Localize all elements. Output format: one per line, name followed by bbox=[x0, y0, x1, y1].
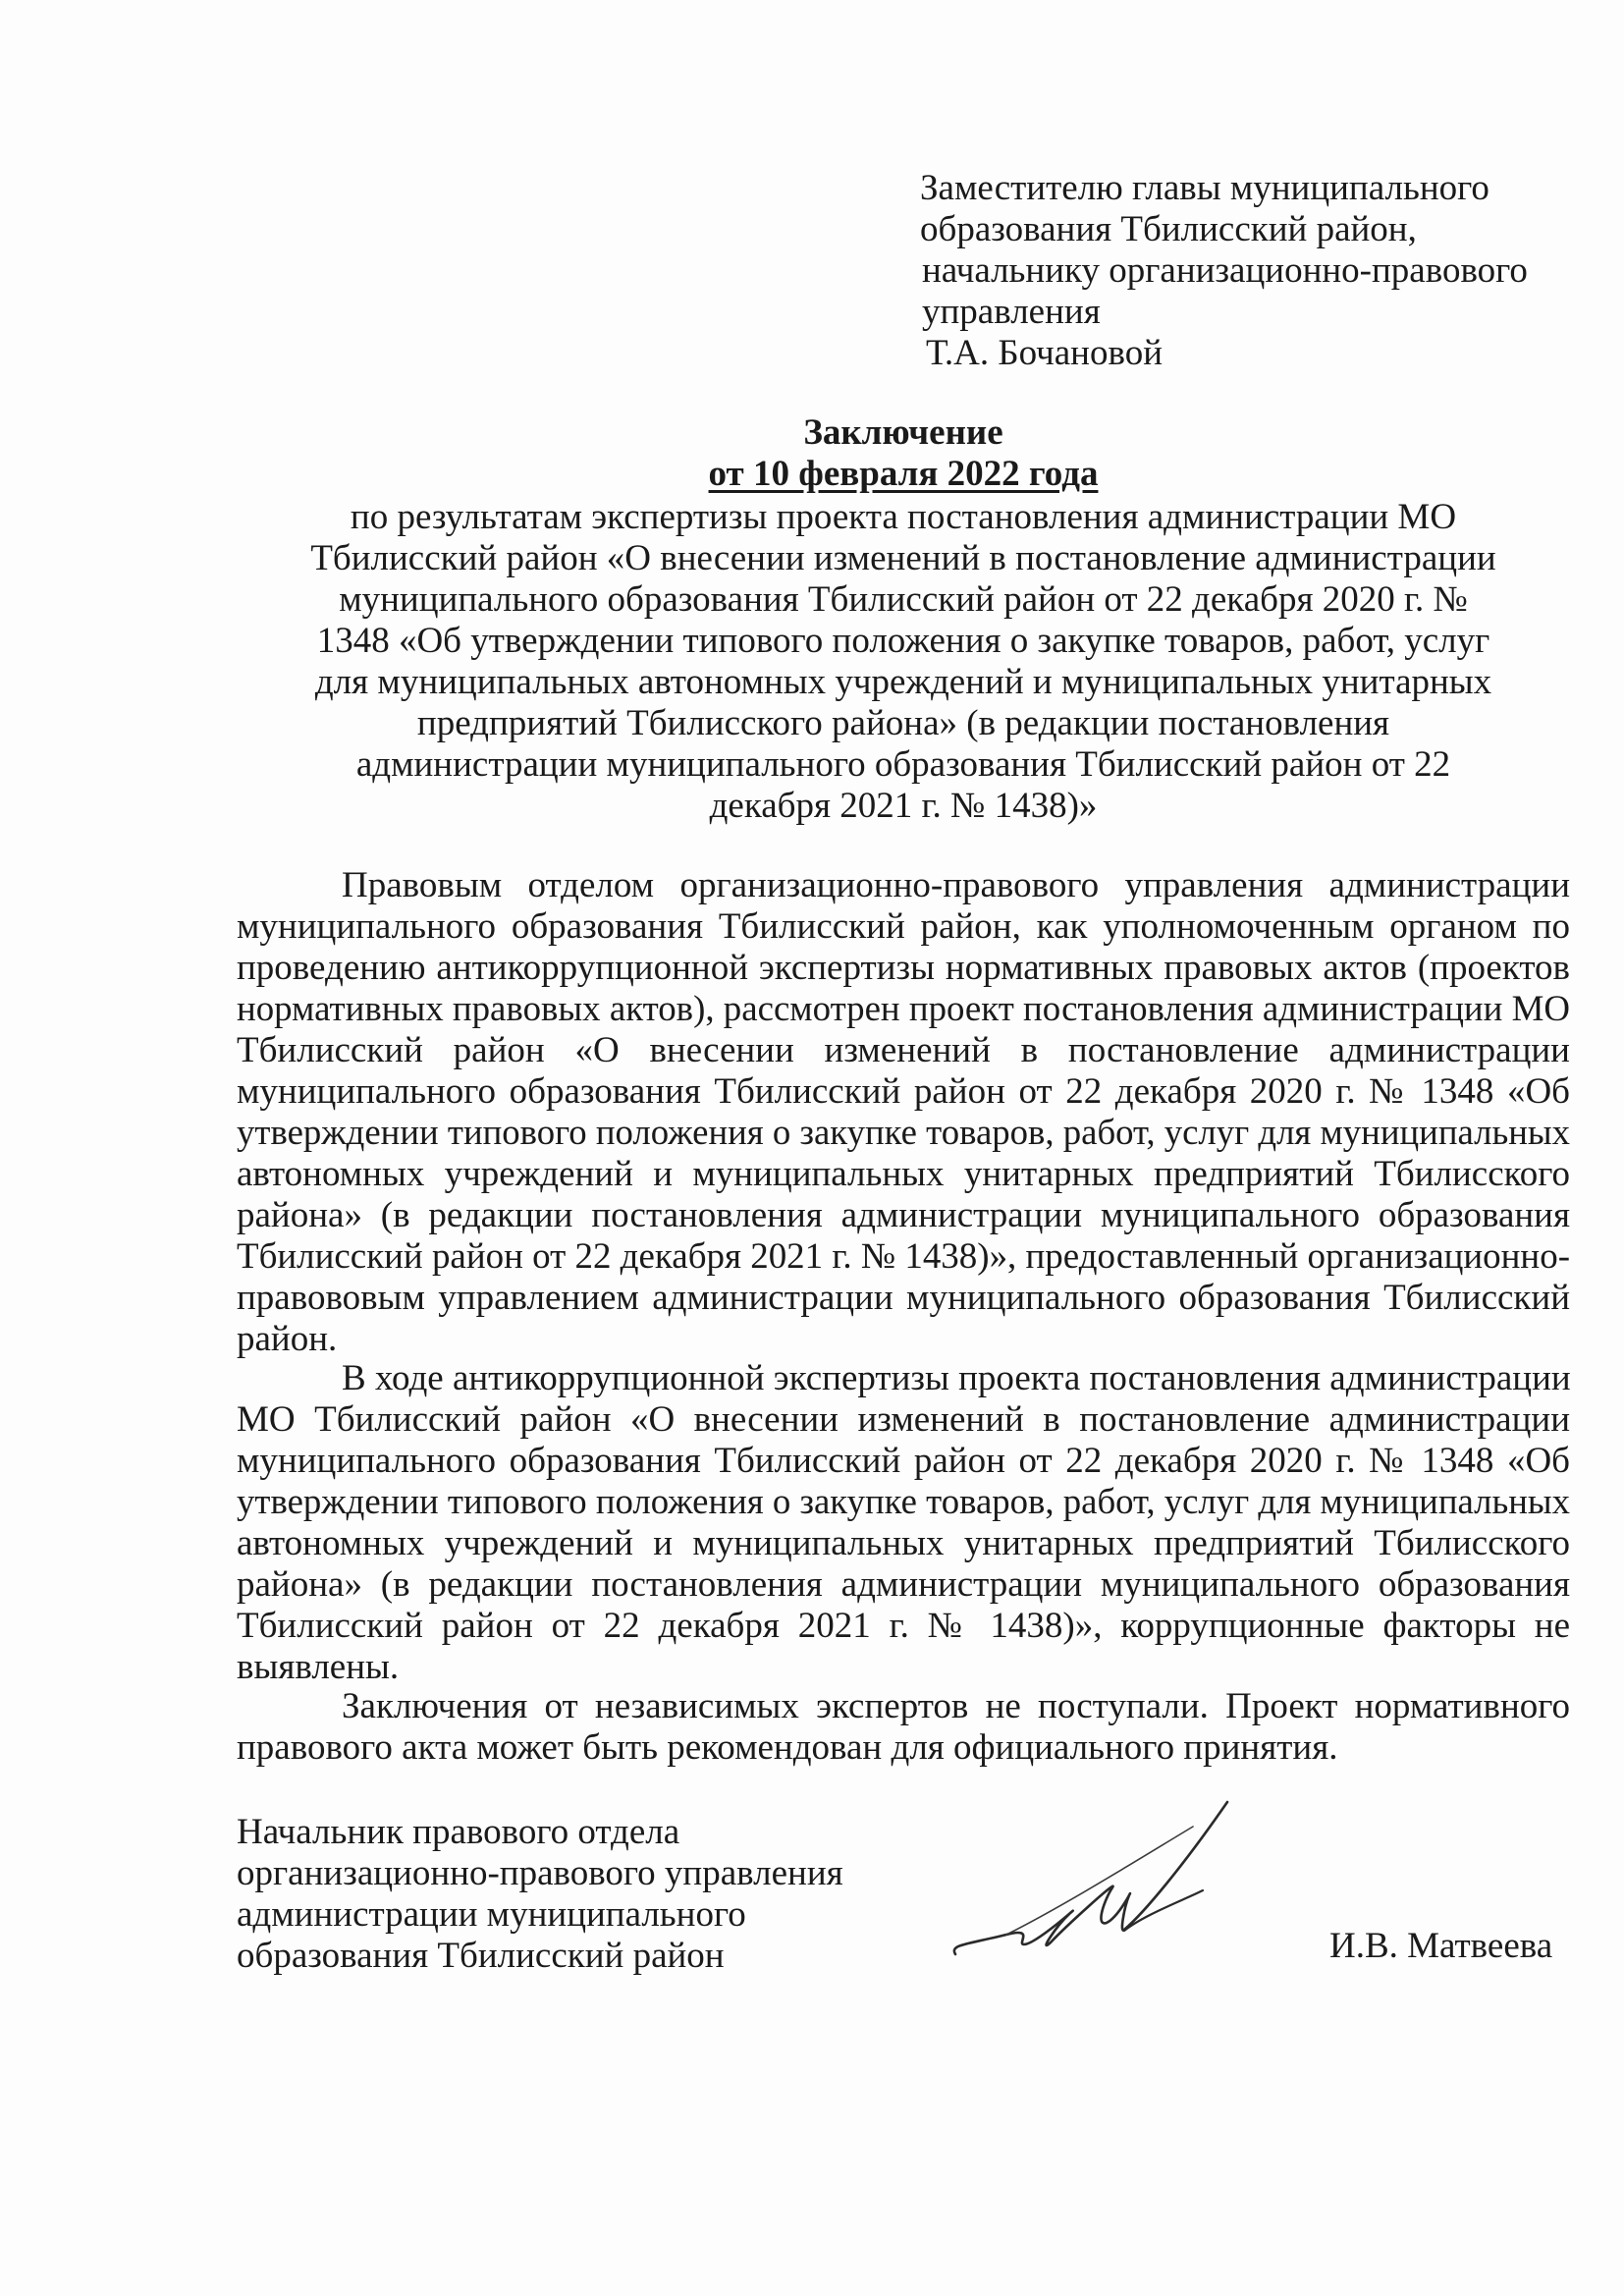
paragraph-line: муниципального образования Тбилисский район от 22 декабря 2020 г. № 1348 «Об bbox=[237, 1441, 1570, 1481]
signatory-position-line: Начальник правового отдела bbox=[237, 1812, 680, 1852]
paragraph-line: Заключения от независимых экспертов не поступали. Проект нормативного bbox=[342, 1686, 1570, 1726]
paragraph-line: правового акта может быть рекомендован для официального принятия. bbox=[237, 1727, 1338, 1768]
paragraph-line: Тбилисский район «О внесении изменений в постановление администрации bbox=[237, 1030, 1570, 1070]
subtitle-line: предприятий Тбилисского района» (в редакции постановления bbox=[416, 703, 1390, 743]
signature-icon bbox=[947, 1797, 1232, 1974]
paragraph-line: МО Тбилисский район «О внесении изменений в постановление администрации bbox=[237, 1399, 1570, 1440]
signatory-position-line: организационно-правового управления bbox=[237, 1853, 843, 1893]
document-title-block bbox=[237, 412, 1570, 827]
paragraph-line: нормативных правовых актов), рассмотрен проект постановления администрации МО bbox=[237, 989, 1570, 1029]
paragraph-1 bbox=[237, 865, 1570, 1360]
addressee-block bbox=[920, 168, 1526, 374]
paragraph-line: Тбилисский район от 22 декабря 2021 г. № 1438)», коррупционные факторы не bbox=[237, 1606, 1570, 1646]
paragraph-line: утверждении типового положения о закупке товаров, работ, услуг для муниципальных bbox=[237, 1113, 1570, 1153]
paragraph-2 bbox=[237, 1358, 1570, 1688]
subtitle-line: декабря 2021 г. № 1438)» bbox=[709, 786, 1098, 826]
addressee-line: образования Тбилисский район, bbox=[920, 209, 1417, 249]
paragraph-line: утверждении типового положения о закупке товаров, работ, услуг для муниципальных bbox=[237, 1482, 1570, 1522]
paragraph-line: Правовым отделом организационно-правового управления администрации bbox=[342, 865, 1570, 905]
subtitle-line: 1348 «Об утверждении типового положения о закупке товаров, работ, услуг bbox=[316, 621, 1490, 661]
subtitle-line: муниципального образования Тбилисский район от 22 декабря 2020 г. № bbox=[339, 579, 1468, 620]
signatory-position-line: администрации муниципального bbox=[237, 1894, 746, 1935]
paragraph-line: В ходе антикоррупционной экспертизы проекта постановления администрации bbox=[342, 1358, 1571, 1398]
subtitle-line: администрации муниципального образования Тбилисский район от 22 bbox=[355, 744, 1451, 785]
paragraph-line: автономных учреждений и муниципальных унитарных предприятий Тбилисского bbox=[237, 1154, 1570, 1194]
paragraph-line: района» (в редакции постановления администрации муниципального образования bbox=[237, 1195, 1570, 1235]
paragraph-line: правововым управлением администрации муниципального образования Тбилисский bbox=[237, 1278, 1570, 1318]
subtitle-line: по результатам экспертизы проекта постановления администрации МО bbox=[350, 497, 1457, 537]
signatory-position bbox=[237, 1812, 843, 1977]
document-date bbox=[237, 454, 1570, 495]
paragraph-line: выявлены. bbox=[237, 1647, 400, 1687]
paragraph-line: район. bbox=[237, 1319, 338, 1359]
document-date-text: от 10 февраля 2022 года bbox=[708, 454, 1099, 494]
paragraph-line: муниципального образования Тбилисский район от 22 декабря 2020 г. № 1348 «Об bbox=[237, 1071, 1570, 1112]
addressee-line: начальнику организационно-правового bbox=[922, 250, 1528, 291]
paragraph-line: Тбилисский район от 22 декабря 2021 г. № 1438)», предоставленный организационно- bbox=[237, 1236, 1570, 1277]
paragraph-line: проведению антикоррупционной экспертизы нормативных правовых актов (проектов bbox=[237, 948, 1570, 988]
subtitle-line: Тбилисский район «О внесении изменений в постановление администрации bbox=[310, 538, 1496, 578]
addressee-line: Заместителю главы муниципального bbox=[920, 168, 1489, 208]
paragraph-3 bbox=[237, 1686, 1570, 1769]
paragraph-line: муниципального образования Тбилисский район, как уполномоченным органом по bbox=[237, 906, 1570, 947]
signatory-name: И.В. Матвеева bbox=[1329, 1926, 1553, 1966]
addressee-line: управления bbox=[922, 292, 1101, 332]
addressee-name: Т.А. Бочановой bbox=[926, 333, 1164, 373]
document-heading: Заключение bbox=[803, 412, 1003, 453]
paragraph-line: автономных учреждений и муниципальных унитарных предприятий Тбилисского bbox=[237, 1523, 1570, 1563]
signatory-position-line: образования Тбилисский район bbox=[237, 1936, 725, 1976]
paragraph-line: района» (в редакции постановления администрации муниципального образования bbox=[237, 1564, 1570, 1605]
subtitle-line: для муниципальных автономных учреждений и муниципальных унитарных bbox=[314, 662, 1492, 702]
